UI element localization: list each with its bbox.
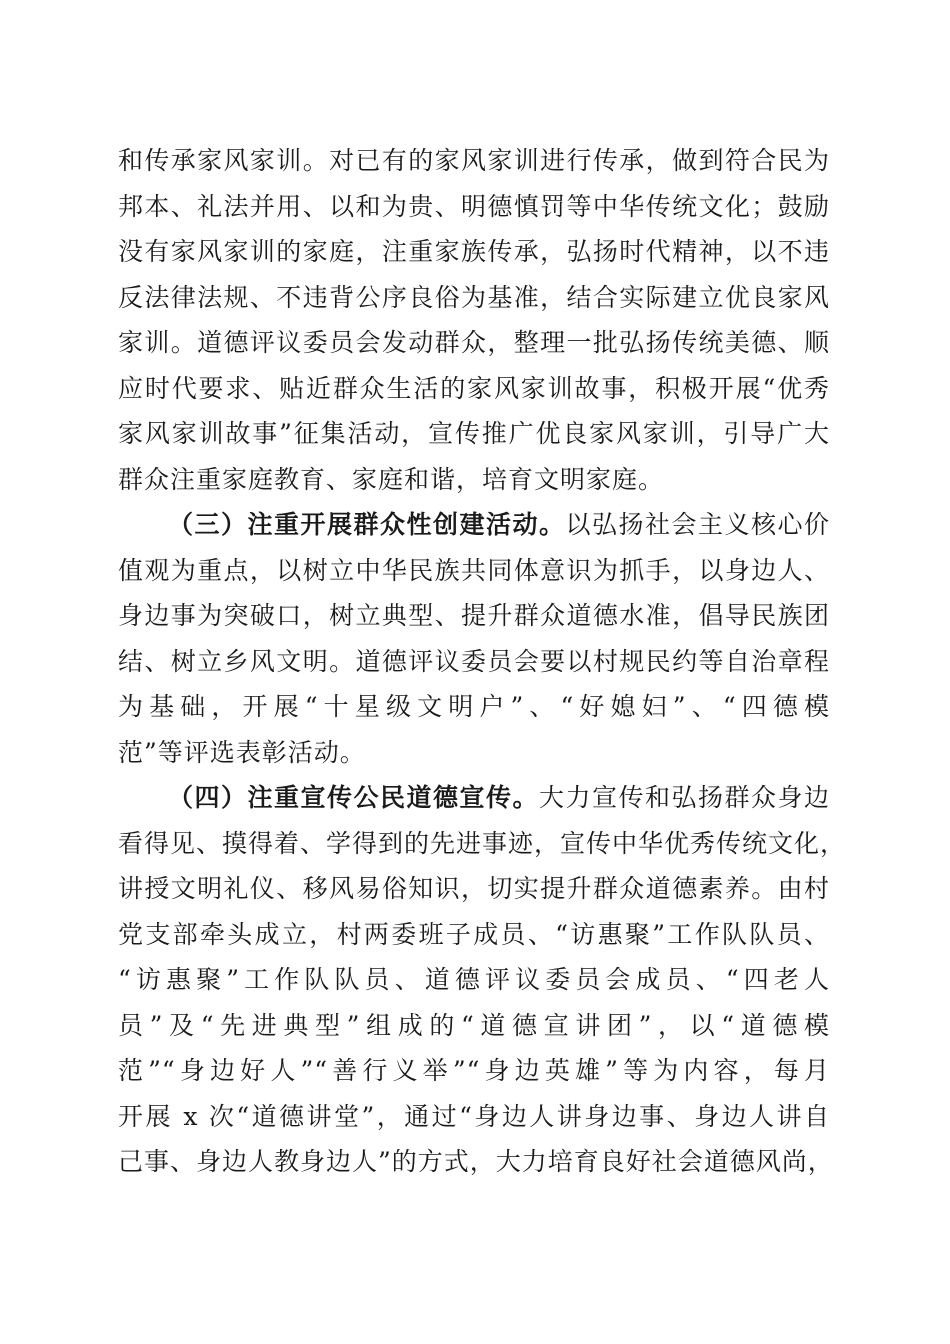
text-line: 讲授文明礼仪、移风易俗知识，切实提升群众道德素养。由村 bbox=[118, 874, 830, 903]
text-line: 范”“身边好人”“善行义举”“身边英雄”等为内容，每月 bbox=[118, 1056, 830, 1085]
paragraph-mass-activities bbox=[118, 502, 830, 775]
section-heading-3: （三）注重开展群众性创建活动。 bbox=[168, 510, 566, 539]
text-line: 党支部牵头成立，村两委班子成员、“访惠聚”工作队队员、 bbox=[118, 919, 830, 949]
text-line: 己事、身边人教身边人”的方式，大力培育良好社会道德风尚， bbox=[118, 1147, 834, 1176]
text-line: 家训。道德评议委员会发动群众，整理一批弘扬传统美德、顺 bbox=[118, 328, 830, 357]
text-line: 家风家训故事”征集活动，宣传推广优良家风家训，引导广大 bbox=[118, 419, 830, 448]
document-page bbox=[118, 138, 847, 1185]
text-line: 邦本、礼法并用、以和为贵、明德慎罚等中华传统文化；鼓励 bbox=[118, 191, 830, 221]
text-run: 以弘扬社会主义核心价 bbox=[565, 510, 830, 539]
text-line: 范”等评选表彰活动。 bbox=[118, 737, 366, 767]
text-line: 员”及“先进典型”组成的“道德宣讲团”，以“道德模 bbox=[118, 1010, 830, 1040]
text-line: 值观为重点，以树立中华民族共同体意识为抓手，以身边人、 bbox=[118, 555, 830, 585]
text-line: 群众注重家庭教育、家庭和谐，培育文明家庭。 bbox=[118, 464, 665, 494]
text-line-first bbox=[118, 775, 830, 821]
text-line: 和传承家风家训。对已有的家风家训进行传承，做到符合民为 bbox=[118, 146, 830, 175]
text-line: 没有家风家训的家庭，注重家族传承，弘扬时代精神，以不违 bbox=[118, 237, 830, 266]
text-line: 结、树立乡风文明。道德评议委员会要以村规民约等自治章程 bbox=[118, 646, 830, 676]
text-run: 大力宣传和弘扬群众身边 bbox=[538, 783, 830, 812]
paragraph-family-tradition bbox=[118, 138, 830, 502]
text-line: 看得见、摸得着、学得到的先进事迹，宣传中华优秀传统文化， bbox=[118, 828, 847, 858]
text-line: 为基础，开展“十星级文明户”、“好媳妇”、“四德模 bbox=[118, 692, 830, 721]
section-heading-4: （四）注重宣传公民道德宣传。 bbox=[168, 783, 539, 812]
paragraph-moral-publicity bbox=[118, 775, 847, 1185]
text-line: 反法律法规、不违背公序良俗为基准，结合实际建立优良家风 bbox=[118, 282, 830, 312]
text-line: 开展 x 次“道德讲堂”，通过“身边人讲身边事、身边人讲自 bbox=[118, 1101, 830, 1131]
text-line: “访惠聚”工作队队员、道德评议委员会成员、“四老人 bbox=[118, 965, 830, 994]
text-line: 身边事为突破口，树立典型、提升群众道德水准，倡导民族团 bbox=[118, 601, 830, 630]
text-line-first bbox=[118, 502, 830, 548]
text-line: 应时代要求、贴近群众生活的家风家训故事，积极开展“优秀 bbox=[118, 373, 830, 403]
